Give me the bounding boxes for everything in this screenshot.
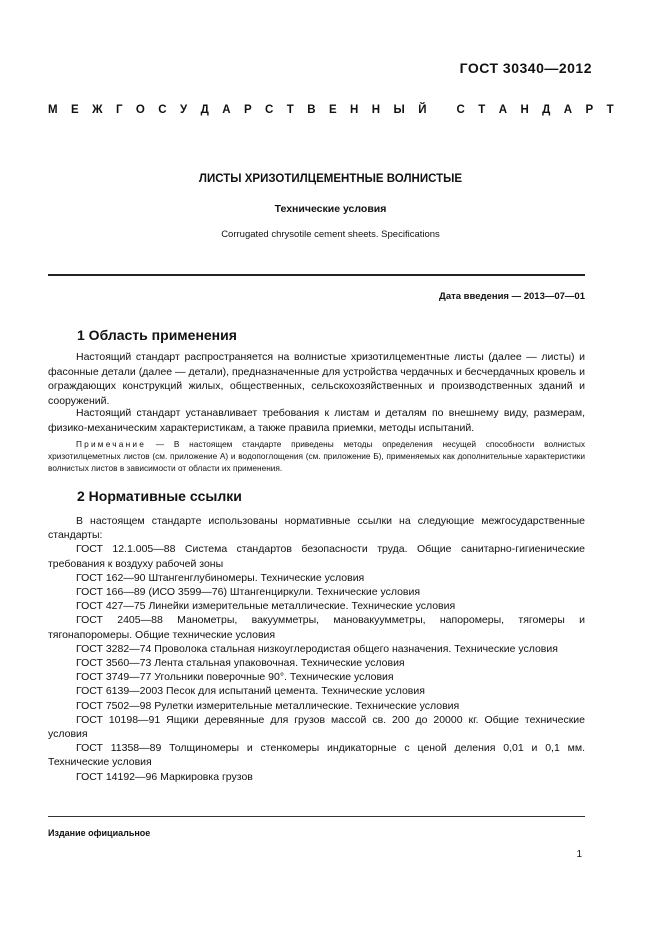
introduction-date: Дата введения — 2013—07—01	[439, 291, 585, 302]
section-1-paragraph-2	[48, 406, 585, 435]
banner-letter: О	[135, 104, 145, 116]
banner-letter: Т	[286, 104, 294, 116]
banner-letter: Р	[585, 104, 594, 116]
reference-item: ГОСТ 162—90 Штангенглубиномеры. Технические условия	[76, 571, 365, 584]
banner-letter: Ы	[393, 104, 405, 116]
banner-letter: Е	[328, 104, 337, 116]
document-number: ГОСТ 30340—2012	[459, 60, 592, 76]
reference-item: ГОСТ 2405—88 Манометры, вакуумметры, мановакуумметры, напоромеры, тягомеры и тягонапоромеры. Общие технические условия	[48, 614, 585, 641]
reference-item: ГОСТ 3560—73 Лента стальная упаковочная. Технические условия	[76, 657, 405, 670]
banner-letter: М	[48, 104, 58, 116]
english-title: Corrugated chrysotile cement sheets. Specifications	[221, 229, 440, 240]
banner-letter: Й	[418, 104, 427, 116]
banner-letter: Р	[243, 104, 252, 116]
banner-letter: С	[456, 104, 465, 116]
banner-letter: А	[498, 104, 508, 116]
note-label: Примечание	[76, 439, 147, 449]
banner-letter: Н	[371, 104, 381, 116]
reference-item: ГОСТ 10198—91 Ящики деревянные для грузов массой св. 200 до 20000 кг. Общие технические условия	[48, 713, 585, 741]
reference-item: ГОСТ 11358—89 Толщиномеры и стенкомеры индикаторные с ценой деления 0,01 и 0,1 мм. Технические условия	[48, 742, 585, 769]
banner-letter: Н	[520, 104, 529, 116]
banner-letter: Д	[200, 104, 209, 116]
interstate-standard-banner	[48, 104, 614, 116]
banner-letter: Т	[478, 104, 486, 116]
reference-item: ГОСТ 3749—77 Угольники поверочные 90°. Технические условия	[76, 671, 394, 684]
reference-item: ГОСТ 7502—98 Рулетки измерительные металлические. Технические условия	[76, 699, 460, 712]
banner-letter	[440, 104, 443, 116]
section-1-heading: 1 Область применения	[77, 327, 237, 343]
reference-item: ГОСТ 166—89 (ИСО 3599—76) Штангенциркули. Технические условия	[76, 586, 421, 599]
normative-references-list	[48, 514, 585, 784]
banner-letter: А	[222, 104, 231, 116]
banner-letter: С	[158, 104, 167, 116]
reference-item: ГОСТ 12.1.005—88 Система стандартов безопасности труда. Общие санитарно-гигиенические требования к воздуху рабочей зоны	[48, 543, 585, 570]
note-text: — В настоящем стандарте приведены методы определения несущей способности волнистых хризотилцеметных листов (см. приложение А) и водопоглощения (см. приложение Б), применяемых как дополнительные характеристики волнистых листов в зависимости от области их применения.	[48, 439, 585, 473]
banner-letter: Е	[71, 104, 79, 116]
document-title: ЛИСТЫ ХРИЗОТИЛЦЕМЕНТНЫЕ ВОЛНИСТЫЕ	[198, 173, 463, 185]
banner-letter: Ж	[92, 104, 103, 116]
reference-item: ГОСТ 6139—2003 Песок для испытаний цемента. Технические условия	[76, 685, 425, 698]
reference-item: ГОСТ 427—75 Линейки измерительные металлические. Технические условия	[76, 600, 456, 613]
section-1-paragraph-1	[48, 350, 585, 408]
section-1-paragraph-2-text: Настоящий стандарт устанавливает требования к листам и деталям по внешнему виду, размерам, физико-механическим характеристикам, а также правила приемки, методы испытаний.	[48, 407, 585, 434]
banner-letter: А	[563, 104, 573, 116]
banner-letter: У	[180, 104, 188, 116]
banner-letter: Д	[542, 104, 551, 116]
title-divider	[48, 274, 585, 276]
banner-letter: Г	[115, 104, 123, 116]
section-1-paragraph-1-text: Настоящий стандарт распространяется на волнистые хризотилцементные листы (далее — листы) и фасонные детали (далее — детали), предназначенные для устройства чердачных и бесчердачных кровель и ограждающих конструкций жилых, общественных, сельскохозяйственных и производственных зданий и сооружений.	[48, 351, 585, 407]
section-2-heading: 2 Нормативные ссылки	[77, 488, 242, 504]
banner-letter: В	[307, 104, 316, 116]
document-subtitle: Технические условия	[274, 203, 387, 215]
banner-letter: Н	[350, 104, 359, 116]
section-1-note	[48, 438, 585, 474]
banner-letter: С	[265, 104, 274, 116]
footer-divider	[48, 816, 585, 817]
section-2-intro: В настоящем стандарте использованы нормативные ссылки на следующие межгосударственные стандарты:	[48, 515, 585, 542]
reference-item: ГОСТ 3282—74 Проволока стальная низкоуглеродистая общего назначения. Технические условия	[76, 642, 558, 655]
page-number: 1	[576, 849, 582, 860]
reference-item: ГОСТ 14192—96 Маркировка грузов	[76, 770, 253, 783]
banner-letter: Т	[606, 104, 614, 116]
official-edition-label: Издание официальное	[48, 828, 151, 838]
